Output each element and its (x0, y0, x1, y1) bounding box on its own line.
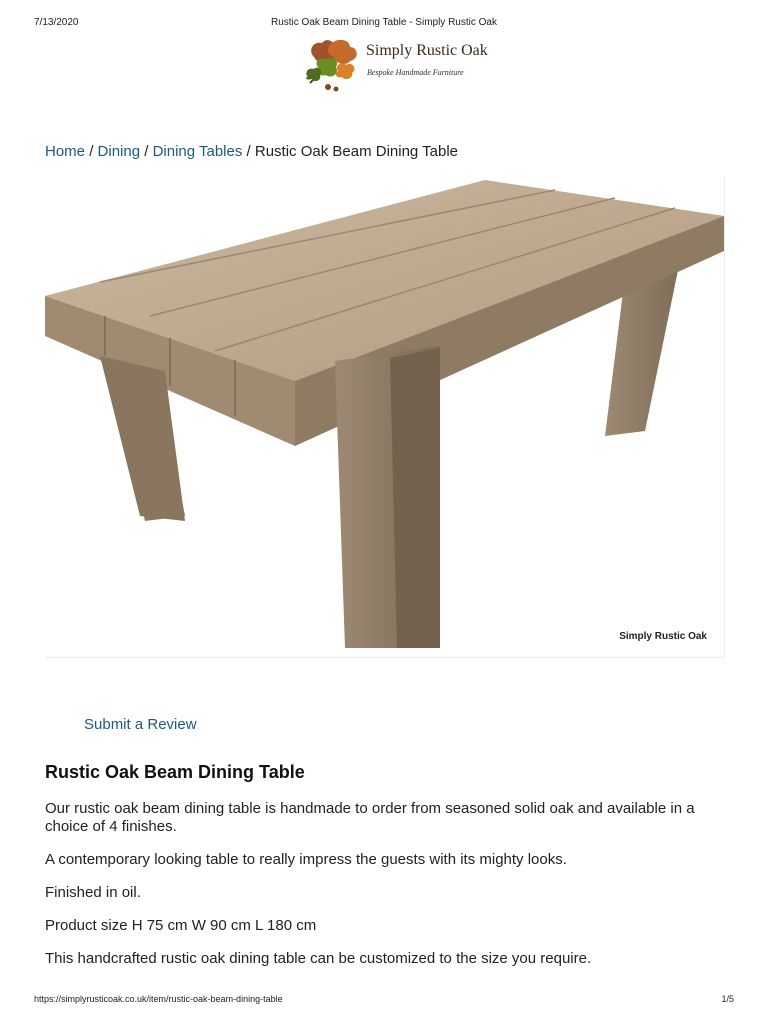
description-paragraph: Finished in oil. (45, 884, 141, 901)
description-paragraph: A contemporary looking table to really impress the guests with its mighty looks. (45, 851, 567, 868)
breadcrumb-separator: / (246, 143, 251, 160)
breadcrumb-home[interactable]: Home (45, 143, 86, 160)
table-illustration (45, 176, 724, 657)
image-watermark: Simply Rustic Oak (619, 631, 707, 642)
print-date: 7/13/2020 (34, 17, 79, 28)
breadcrumb-separator: / (89, 143, 94, 160)
product-description (45, 800, 735, 983)
submit-review-link[interactable]: Submit a Review (84, 716, 197, 733)
logo-name: Simply Rustic Oak (366, 42, 488, 59)
logo-tagline: Bespoke Handmade Furniture (367, 68, 464, 77)
print-url: https://simplyrusticoak.co.uk/item/rustic-oak-beam-dining-table (34, 994, 283, 1004)
breadcrumb-dining-tables[interactable]: Dining Tables (152, 143, 243, 160)
breadcrumb-dining[interactable]: Dining (97, 143, 141, 160)
breadcrumb (45, 143, 458, 160)
breadcrumb-current: Rustic Oak Beam Dining Table (254, 143, 459, 160)
description-paragraph: Product size H 75 cm W 90 cm L 180 cm (45, 917, 317, 934)
description-paragraph: This handcrafted rustic oak dining table can be customized to the size you require. (45, 950, 592, 967)
print-header (34, 17, 734, 31)
product-image[interactable] (45, 176, 725, 658)
site-logo[interactable] (300, 33, 488, 97)
print-footer (34, 994, 734, 1008)
print-page-number: 1/5 (721, 994, 734, 1004)
oak-leaf-icon (300, 33, 366, 97)
print-document-title: Rustic Oak Beam Dining Table - Simply Rustic Oak (270, 17, 497, 28)
breadcrumb-separator: / (144, 143, 149, 160)
product-title: Rustic Oak Beam Dining Table (45, 762, 305, 782)
description-paragraph: Our rustic oak beam dining table is handmade to order from seasoned solid oak and available in a choice of 4 finishes. (45, 800, 695, 835)
